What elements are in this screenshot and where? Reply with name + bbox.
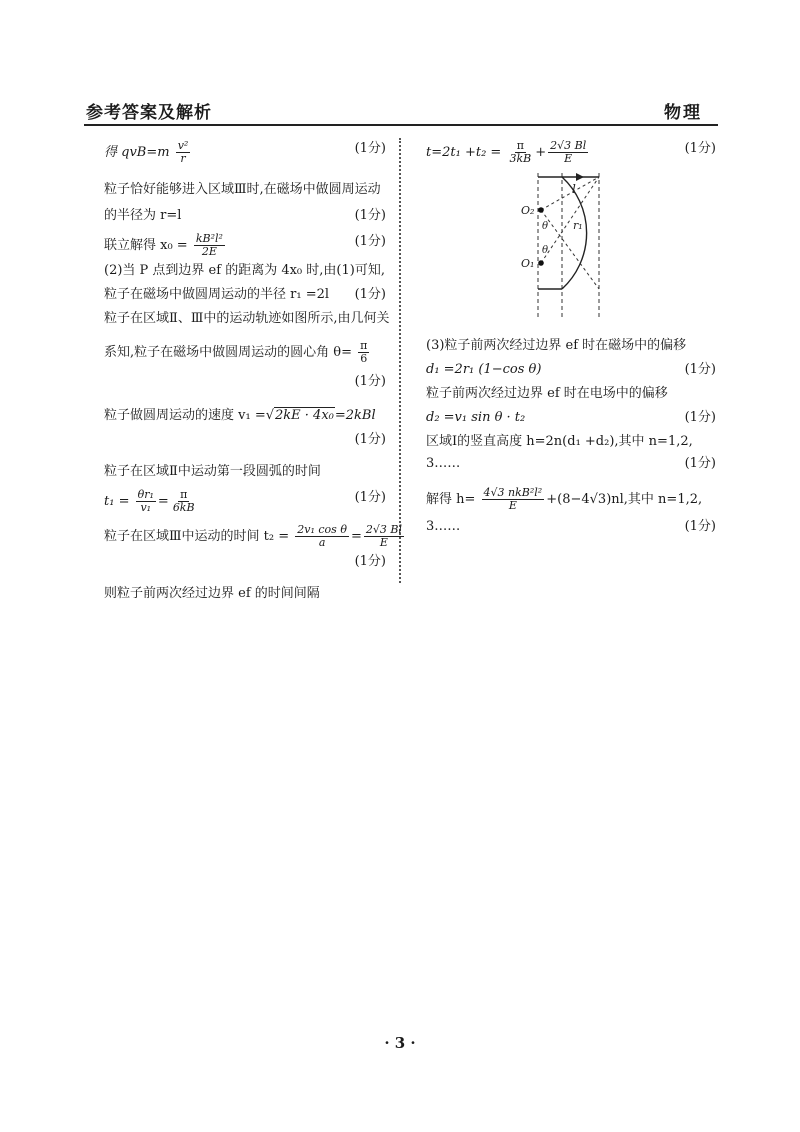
fraction: $\frac{2√3 Bl}{E}$ — [550, 139, 587, 165]
left-line-10: 粒子做圆周运动的速度 v₁ =√2kE · 4x₀=2kBl — [104, 408, 376, 423]
left-line-8: 系知,粒子在磁场中做圆周运动的圆心角 θ= $\frac{\pi}{6}$ — [104, 339, 368, 365]
score: (1分) — [684, 410, 716, 425]
column-divider — [399, 138, 401, 583]
score: (1分) — [684, 519, 716, 534]
fraction: $\frac{\pi}{6kB}$ — [172, 488, 195, 514]
fraction: $\frac{2√3 Bl}{E}$ — [365, 523, 402, 549]
score: (1分) — [354, 490, 386, 505]
label-l: l — [572, 182, 576, 196]
trajectory-diagram — [426, 163, 716, 323]
score: (1分) — [354, 554, 386, 569]
arrow-icon — [576, 173, 584, 181]
right-line-2: (3)粒子前两次经过边界 ef 时在磁场中的偏移 — [426, 338, 687, 353]
right-line-1: t=2t₁ +t₂ = $\frac{\pi}{3kB}$ + $\frac{2√3 Bl}{E}$ (1分) — [426, 139, 716, 165]
left-column — [104, 136, 402, 601]
left-line-16: 则粒子前两次经过边界 ef 的时间间隔 — [104, 586, 320, 601]
header-title: 参考答案及解析 — [86, 103, 212, 123]
header-subject: 物理 — [664, 103, 702, 123]
score: (1分) — [354, 432, 386, 447]
fraction: $\frac{\pi}{3kB}$ — [509, 139, 532, 165]
left-line-12: 粒子在区域Ⅱ中运动第一段圆弧的时间 — [104, 464, 321, 479]
left-line-9 — [104, 373, 386, 391]
left-line-4: 联立解得 x₀ = $\frac{\text{kB²l²}}{2E}$ (1分) — [104, 232, 386, 258]
right-column — [426, 136, 716, 534]
page-number: · 3 · — [384, 1034, 416, 1052]
right-line-5: d₂ =v₁ sin θ · t₂ (1分) — [426, 410, 716, 425]
right-line-7: 3…… (1分) — [426, 456, 716, 471]
left-line-2: 粒子恰好能够进入区域Ⅲ时,在磁场中做圆周运动 — [104, 182, 381, 197]
fraction: $\frac{\text{θr₁}}{\text{v₁}}$ — [137, 488, 154, 514]
label-r1: r₁ — [573, 219, 583, 232]
left-line-15 — [104, 553, 386, 571]
fraction: $\frac{\text{4√3 nkB²l²}}{E}$ — [483, 486, 543, 512]
score: (1分) — [354, 287, 386, 302]
label-theta-upper: θ — [542, 221, 549, 232]
left-line-11 — [104, 431, 386, 449]
fraction: $\frac{\text{2v₁ cos θ}}{a}$ — [297, 523, 347, 549]
score: (1分) — [354, 374, 386, 389]
left-line-3: 的半径为 r=l (1分) — [104, 208, 386, 223]
left-line-13: t₁ = $\frac{\text{θr₁}}{\text{v₁}}$ = $\frac{\pi}{6kB}$ (1分) — [104, 488, 386, 514]
label-o1: O₁ — [521, 257, 535, 270]
point-o2 — [538, 207, 544, 213]
score: (1分) — [354, 234, 386, 249]
point-o1 — [538, 260, 544, 266]
score: (1分) — [354, 141, 386, 156]
fraction: $\frac{\pi}{6}$ — [360, 339, 368, 365]
fraction: $\frac{\text{kB²l²}}{2E}$ — [195, 232, 223, 258]
score: (1分) — [354, 208, 386, 223]
score: (1分) — [684, 456, 716, 471]
score: (1分) — [684, 141, 716, 156]
fraction: $\frac{\text{v²}}{r}$ — [177, 139, 189, 165]
right-line-4: 粒子前两次经过边界 ef 时在电场中的偏移 — [426, 386, 668, 401]
radius-line-o2 — [541, 177, 599, 210]
label-theta-lower: θ — [542, 245, 549, 256]
left-line-1: 得 qvB=m $\frac{\text{v²}}{r}$ (1分) — [104, 139, 386, 165]
left-line-6: 粒子在磁场中做圆周运动的半径 r₁ =2l (1分) — [104, 287, 386, 302]
right-line-9: 3…… (1分) — [426, 519, 716, 534]
left-line-7: 粒子在区域Ⅱ、Ⅲ中的运动轨迹如图所示,由几何关 — [104, 311, 390, 326]
label-o2: O₂ — [521, 204, 535, 217]
right-line-6: 区域Ⅰ的竖直高度 h=2n(d₁ +d₂),其中 n=1,2, — [426, 434, 693, 449]
right-line-3: d₁ =2r₁ (1−cos θ) (1分) — [426, 362, 716, 377]
right-line-8: 解得 h= $\frac{\text{4√3 nkB²l²}}{E}$ +(8−4√3)nl,其中 n=1,2, — [426, 486, 703, 512]
left-line-5: (2)当 P 点到边界 ef 的距离为 4x₀ 时,由(1)可知, — [104, 263, 385, 278]
left-line-14: 粒子在区域Ⅲ中运动的时间 t₂ = $\frac{\text{2v₁ cos θ}}{a}$ = $\frac{2√3 Bl}{E}$ — [104, 523, 402, 549]
header-rule — [84, 124, 718, 126]
score: (1分) — [684, 362, 716, 377]
chord-line — [541, 210, 599, 289]
